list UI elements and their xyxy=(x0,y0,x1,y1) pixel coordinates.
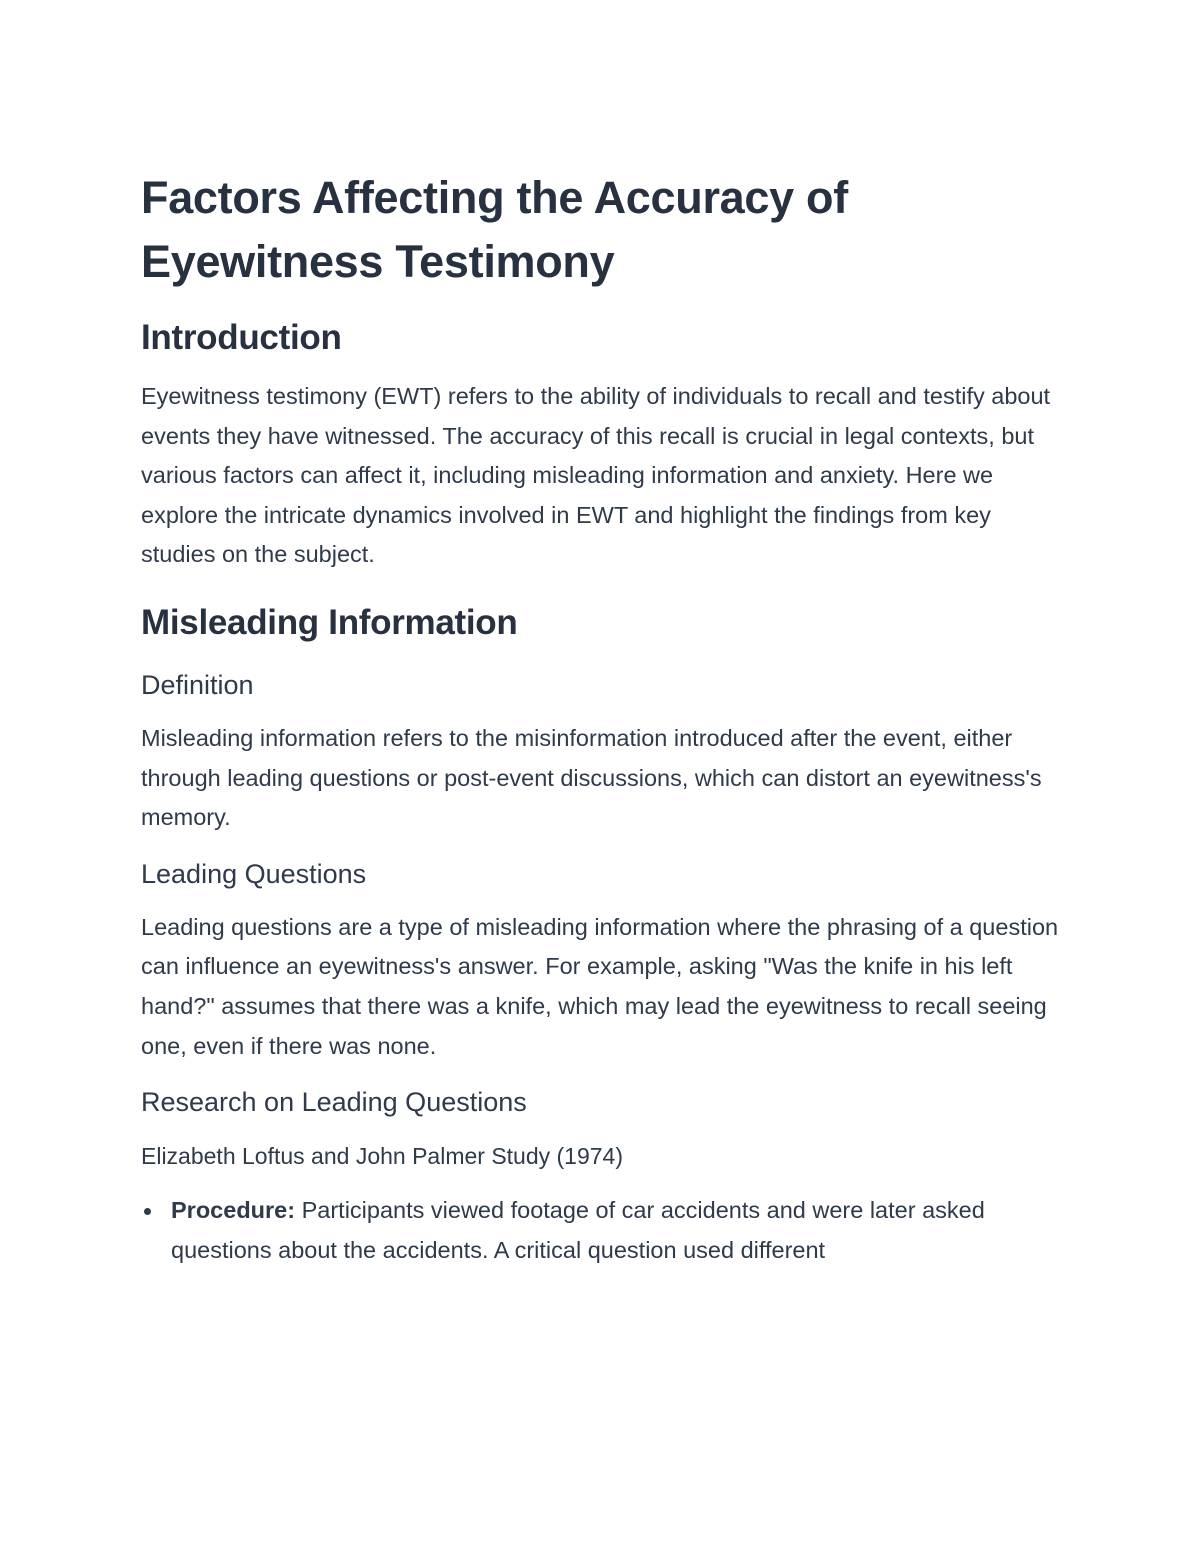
introduction-heading: Introduction xyxy=(141,318,342,357)
list-item-label: Procedure: xyxy=(171,1197,296,1224)
definition-heading: Definition xyxy=(141,669,254,700)
misleading-information-heading: Misleading Information xyxy=(141,602,518,642)
introduction-paragraph: Eyewitness testimony (EWT) refers to the ability of individuals to recall and testify about events they have witnessed. The accuracy of this recall is crucial in legal contexts, but various factors can affect it, including misleading information and anxiety. Here we explore the intricate dynamics involved in EWT and highlight the findings from key studies on the subject. xyxy=(141,383,1051,568)
research-heading: Research on Leading Questions xyxy=(141,1087,527,1118)
list-item-text: Participants viewed footage of car accidents and were later asked questions about the accidents. A critical question used different xyxy=(171,1197,985,1263)
leading-questions-heading: Leading Questions xyxy=(141,858,367,889)
study-details-list xyxy=(141,1191,1071,1270)
study-heading: Elizabeth Loftus and John Palmer Study (1974) xyxy=(141,1143,624,1170)
document-title: Factors Affecting the Accuracy of Eyewitness Testimony xyxy=(141,172,848,287)
bullet-icon xyxy=(144,1208,151,1215)
list-item xyxy=(141,1191,1071,1270)
definition-paragraph: Misleading information refers to the misinformation introduced after the event, either through leading questions or post-event discussions, which can distort an eyewitness's memory. xyxy=(141,724,1042,831)
leading-questions-paragraph: Leading questions are a type of misleading information where the phrasing of a question can influence an eyewitness's answer. For example, asking "Was the knife in his left hand?" assumes that there was a knife, which may lead the eyewitness to recall seeing one, even if there was none. xyxy=(141,913,1059,1059)
document-page xyxy=(141,166,1071,1270)
